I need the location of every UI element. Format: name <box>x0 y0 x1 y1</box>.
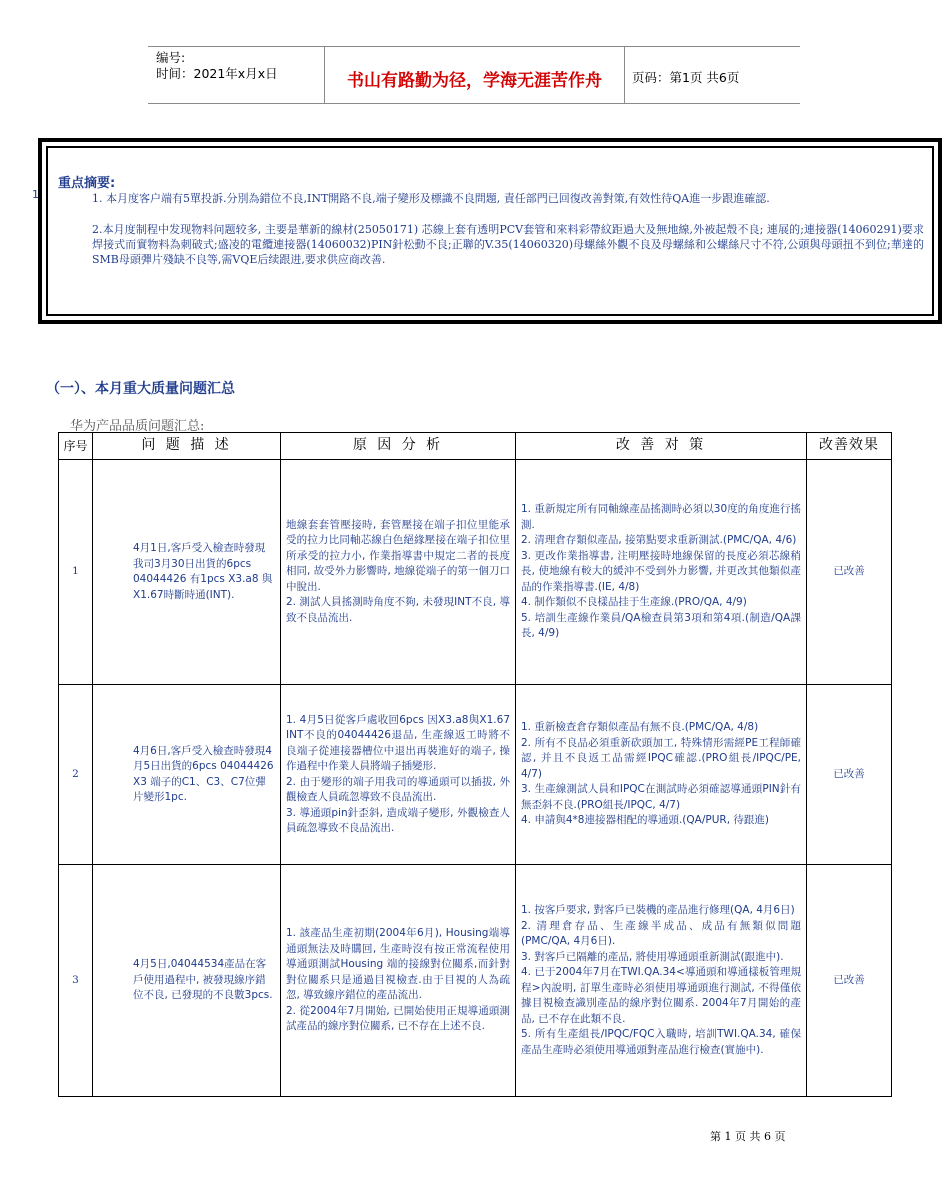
row-problem: 4月5日,04044534產品在客戶使用過程中, 被發現線序錯位不良, 已發現的不良數3pcs. <box>93 865 281 1097</box>
summary-box <box>38 138 942 324</box>
action-line: 2. 所有不良品必須重新砍頭加工, 特殊情形需經PE工程師確認, 并且不良返工品需經IPQC確認.(PRO組長/IPQC/PE, 4/7) <box>521 736 801 780</box>
page-footer: 第 1 页 共 6 页 <box>710 1130 786 1143</box>
row-cause <box>281 865 516 1097</box>
action-line: 4. 已于2004年7月在TWI.QA.34<導通頭和導通樣板管理規程>內說明, 訂單生產時必須使用導通頭進行測試, 不得僅依據目視檢查識別產品的線序對位關系. 2004年7月開始的產品, 已不存在此類不良. <box>521 966 801 1025</box>
quality-issue-table <box>58 432 892 1097</box>
row-seq: 2 <box>59 685 93 865</box>
header-page-label: 页码：第1页 共6页 <box>632 70 740 85</box>
header-effect: 改善效果 <box>807 433 892 460</box>
row-problem: 4月1日,客戶受入檢查時發現我司3月30日出貨的6pcs 04044426 有1pcs X3.a8 與 X1.67時斷時通(INT). <box>93 460 281 685</box>
page-header <box>148 46 800 104</box>
action-line: 2. 清理倉存類似產品, 接第點要求重新測試.(PMC/QA, 4/6) <box>521 534 797 547</box>
summary-paragraph-2: 2.本月度制程中发现物料问题较多, 主要是華新的線材(25050171) 芯線上套有透明PCV套管和來料彩帶紋距過大及無地線,外被起殼不良; 連展的;連接器(14060291)要求焊接式而實物料為刺破式;盛凌的電纜連接器(14060032)PIN針松動不良;正聯的V.35(14060320)母螺絲外觀不良及母螺絲和公螺絲尺寸不符,公頭與母頭扭不到位;華達的SMB母頭彈片殘缺不良等,需VQE后续跟进,要求供应商改善. <box>92 223 924 266</box>
header-problem: 问 题 描 述 <box>93 433 281 460</box>
section-title: （一）、本月重大质量问题汇总 <box>46 381 235 397</box>
row-effect: 已改善 <box>807 460 892 685</box>
action-line: 3. 對客戶已隔離的產品, 將使用導通頭重新測試(跟進中). <box>521 950 784 963</box>
margin-mark: 1 <box>32 188 39 201</box>
header-action: 改 善 对 策 <box>516 433 807 460</box>
cause-line: 2. 從2004年7月開始, 已開始使用正規導通頭測試產品的線序對位關系, 已不存在上述不良. <box>286 1004 510 1033</box>
action-line: 2. 清理倉存品、生產線半成品、成品有無類似問題(PMC/QA, 4月6日). <box>521 919 801 947</box>
action-line: 3. 生產線測試人員和IPQC在測試時必須確認導通頭PIN針有無歪斜不良.(PRO組長/IPQC, 4/7) <box>521 783 801 811</box>
cause-line: 1. 該產品生產初期(2004年6月), Housing端導通頭無法及時購回, 生產時沒有按正常流程使用導通頭測試Housing 端的接線對位關系,而針對對位關系只是通過目視檢查.由于目視的人為疏忽, 導致線序錯位的產品流出. <box>286 927 510 1002</box>
action-line: 3. 更改作業指導書, 注明壓接時地線保留的長度必須芯線稍長, 使地線有較大的緩沖不受到外力影響, 并更改其他類似產品的作業指導書.(IE, 4/8) <box>521 549 801 593</box>
action-line: 4. 申請與4*8連接器相配的導通頭.(QA/PUR, 待跟進) <box>521 814 769 827</box>
table-header-row <box>59 433 892 460</box>
row-effect: 已改善 <box>807 865 892 1097</box>
row-action <box>516 865 807 1097</box>
row-cause <box>281 685 516 865</box>
cause-line: 2. 由于變形的端子用我司的導通頭可以插拔, 外觀檢查人員疏忽導致不良品流出. <box>286 775 510 803</box>
summary-paragraph-1: 1. 本月度客户端有5單投訴.分別為錯位不良,INT開路不良,端子變形及標識不良問題, 責任部門已回復改善對策,有效性待QA進一步跟進確認. <box>92 192 770 205</box>
action-line: 1. 按客戶要求, 對客戶已裝機的產品進行修理(QA, 4月6日) <box>521 904 795 916</box>
header-meta <box>156 50 278 82</box>
table-row <box>59 685 892 865</box>
header-motto: 书山有路勤为径，学海无涯苦作舟 <box>347 71 602 91</box>
row-action <box>516 685 807 865</box>
number-label: 编号: <box>156 50 186 65</box>
row-effect: 已改善 <box>807 685 892 865</box>
cause-line: 3. 導通頭pin針歪斜, 造成端子變形, 外觀檢查人員疏忽導致不良品流出. <box>286 806 510 834</box>
action-line: 4. 制作類似不良樣品挂于生產線.(PRO/QA, 4/9) <box>521 596 747 609</box>
time-label: 时间：2021年x月x日 <box>156 66 278 81</box>
header-divider <box>624 47 625 103</box>
row-cause <box>281 460 516 685</box>
action-line: 1. 重新檢查倉存類似產品有無不良.(PMC/QA, 4/8) <box>521 721 759 734</box>
cause-line: 地線套套管壓接時, 套管壓接在端子扣位里能承受的拉力比同軸芯線白色絕緣壓接在端子扣位里所承受的拉力小, 作業指導書中規定二者的長度相同, 故受外力影響時, 地線從端子的第一個刀口中脫出. <box>286 518 510 593</box>
header-cause: 原 因 分 析 <box>281 433 516 460</box>
row-action <box>516 460 807 685</box>
cause-line: 2. 測試人員搖測時角度不夠, 未發現INT不良, 導致不良品流出. <box>286 596 510 624</box>
action-line: 1. 重新規定所有同軸線產品搖測時必須以30度的角度進行搖測. <box>521 503 801 531</box>
row-seq: 3 <box>59 865 93 1097</box>
sub-title: 华为产品品质问题汇总: <box>70 419 205 434</box>
action-line: 5. 所有生產組長/IPQC/FQC入職時, 培訓TWI.QA.34, 確保產品生產時必須使用導通頭對產品進行檢查(實施中). <box>521 1028 801 1056</box>
action-line: 5. 培訓生產線作業員/QA檢查員第3項和第4項.(制造/QA課長, 4/9) <box>521 611 801 640</box>
cause-line: 1. 4月5日從客戶處收回6pcs 因X3.a8與X1.67 INT不良的04044426退品, 生產線返工時將不良端子從連接器槽位中退出再裝進好的端子, 操作過程中作業人員將端子插變形. <box>286 713 510 772</box>
header-seq: 序号 <box>59 433 93 460</box>
summary-inner-frame <box>46 146 934 316</box>
table-row <box>59 460 892 685</box>
table-row <box>59 865 892 1097</box>
summary-title: 重点摘要: <box>58 176 116 191</box>
row-problem: 4月6日,客戶受入檢查時發現4月5日出貨的6pcs 04044426 X3 端子的C1、C3、C7位彈片變形1pc. <box>93 685 281 865</box>
row-seq: 1 <box>59 460 93 685</box>
